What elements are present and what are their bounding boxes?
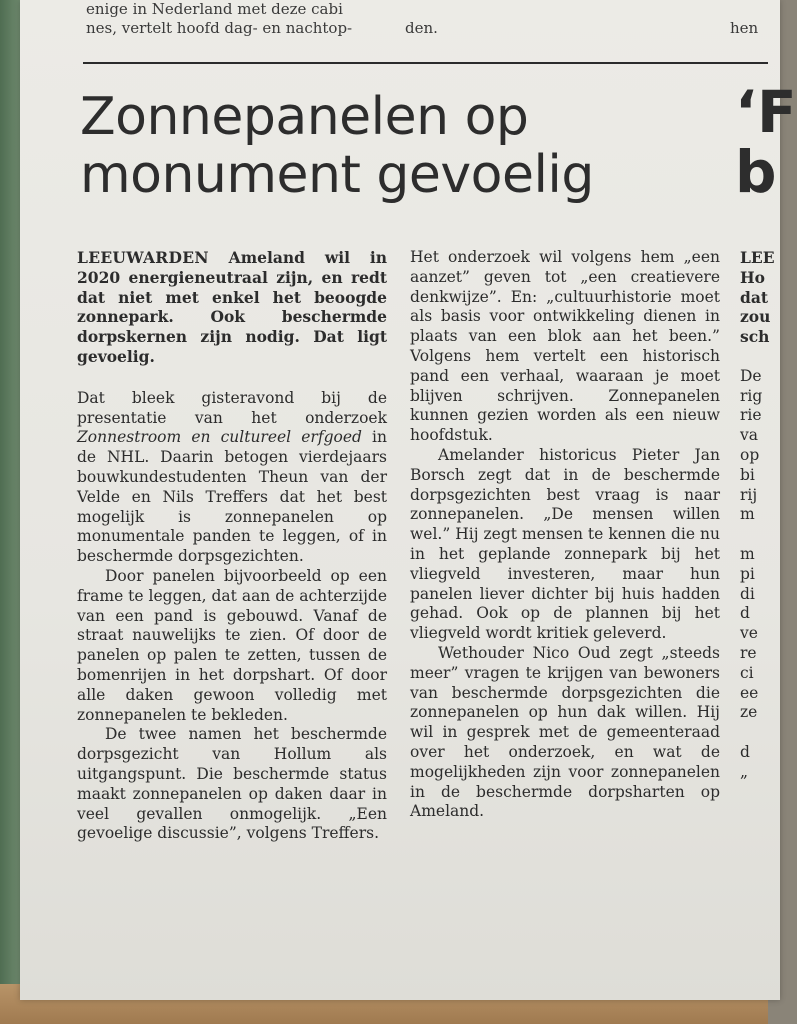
fragment-line: [730, 0, 768, 19]
next-article-line: sch: [740, 327, 770, 347]
fragment-line: [405, 0, 505, 19]
next-article-headline: [735, 78, 797, 206]
next-article-line: ve: [740, 624, 758, 643]
fragment-line: enige in Nederland met deze cabi: [86, 0, 343, 18]
next-article-line: va: [740, 426, 758, 445]
body-paragraph: Amelander historicus Pieter Jan Borsch zegt dat in de beschermde dorpsgezichten best vraag is naar zonnepanelen. „De mensen willen wel.” Hij zegt mensen te kennen die nu in het geplande zonnepark bij het vliegveld investeren, maar hun panelen liever dichter bij huis hadden gehad. Ook op de plannen bij het vliegveld wordt kritiek geleverd.: [410, 445, 720, 643]
next-article-line: „: [740, 762, 749, 781]
next-article-line: rie: [740, 406, 762, 425]
next-article-line: bi: [740, 465, 755, 484]
article-headline: [80, 88, 680, 204]
next-article-line: ci: [740, 663, 754, 682]
next-article-line: op: [740, 445, 760, 464]
article-column-1: [77, 248, 387, 844]
body-paragraph: Door panelen bijvoorbeeld op een frame te leggen, dat aan de achterzijde van een pand is gebouwd. Vanaf de straat nauwelijks te zien. Of door de panelen op palen te zetten, tussen de bomenrijen in het dorpshart. Of door alle daken gewoon volledig met zonnepanelen te bekleden.: [77, 566, 387, 724]
next-article-line: re: [740, 643, 757, 662]
next-article-line: pi: [740, 564, 755, 583]
headline-line: Zonnepanelen op: [80, 87, 529, 147]
next-article-line: ee: [740, 683, 759, 702]
fragment-line: nes, vertelt hoofd dag- en nachtop-: [86, 19, 353, 37]
next-article-line: [740, 723, 780, 743]
paragraph-text: in de NHL. Daarin betogen vierdejaars bouwkundestudenten Theun van der Velde en Nils Treffers dat het best mogelijk is zonnepanelen op monumentale panden te leggen, of in beschermde dorpsgezichten.: [77, 428, 387, 566]
research-title: Zonnestroom en cultureel erfgoed: [77, 428, 362, 447]
next-article-line: rij: [740, 485, 758, 504]
body-paragraph: Het onderzoek wil volgens hem „een aanzet” geven tot „een creatievere denkwijze”. En: „cultuurhistorie moet als basis voor ontwikkeling dienen in plaats van een blok aan het been.” Volgens hem vertelt een historisch pand een verhaal, waaraan je moet blijven schrijven. Zonnepanelen kunnen gezien worden als een nieuw hoofdstuk.: [410, 248, 720, 445]
fragment-line: den.: [405, 19, 438, 37]
previous-article-fragment-col1: [86, 0, 386, 38]
lead-paragraph: [77, 248, 387, 367]
article-column-2: [410, 248, 720, 822]
body-paragraph: Wethouder Nico Oud zegt „steeds meer” vragen te krijgen van bewoners van beschermde dorpsgezichten die zonnepanelen op hun dak willen. Hij wil in gesprek met de gemeenteraad over het onderzoek, en wat de mogelijkheden zijn voor zonnepanelen in de beschermde dorpsharten op Ameland.: [410, 643, 720, 821]
paragraph-text: Dat bleek gisteravond bij de presentatie van het onderzoek: [77, 388, 387, 427]
next-article-line: [740, 347, 780, 367]
body-paragraph: De twee namen het beschermde dorpsgezicht van Hollum als uitgangspunt. Die beschermde status maakt zonnepanelen op daken daar in veel gevallen onmogelijk. „Een gevoelige discussie”, volgens Treffers.: [77, 725, 387, 843]
section-rule: [83, 62, 768, 64]
next-article-line: d: [740, 742, 750, 761]
next-article-line: Ho: [740, 267, 765, 287]
fragment-line: hen: [730, 19, 759, 37]
body-paragraph: [77, 389, 387, 567]
next-article-line: ze: [740, 703, 758, 722]
next-article-line: di: [740, 584, 755, 603]
next-article-line: zou: [740, 307, 771, 327]
previous-article-fragment-col3: [730, 0, 768, 38]
previous-article-fragment-col2: [405, 0, 505, 38]
lead-text: Ameland wil in 2020 energieneutraal zijn, en redt dat niet met enkel het beoogde zonnepark. Ook beschermde dorpskernen zijn nodig. Dat ligt gevoelig.: [77, 248, 387, 366]
next-article-column: [740, 248, 780, 783]
headline-line: b: [735, 138, 777, 206]
next-article-line: De: [740, 366, 762, 385]
dateline: LEEUWARDEN: [77, 248, 209, 267]
next-article-line: d: [740, 604, 750, 623]
next-article-line: rig: [740, 386, 763, 405]
next-article-line: LEE: [740, 248, 775, 267]
next-article-line: m: [740, 505, 755, 524]
headline-line: monument gevoelig: [80, 145, 594, 205]
next-article-line: m: [740, 544, 755, 563]
next-article-line: [740, 525, 780, 545]
headline-line: ‘F: [735, 78, 797, 146]
next-article-line: dat: [740, 287, 769, 307]
